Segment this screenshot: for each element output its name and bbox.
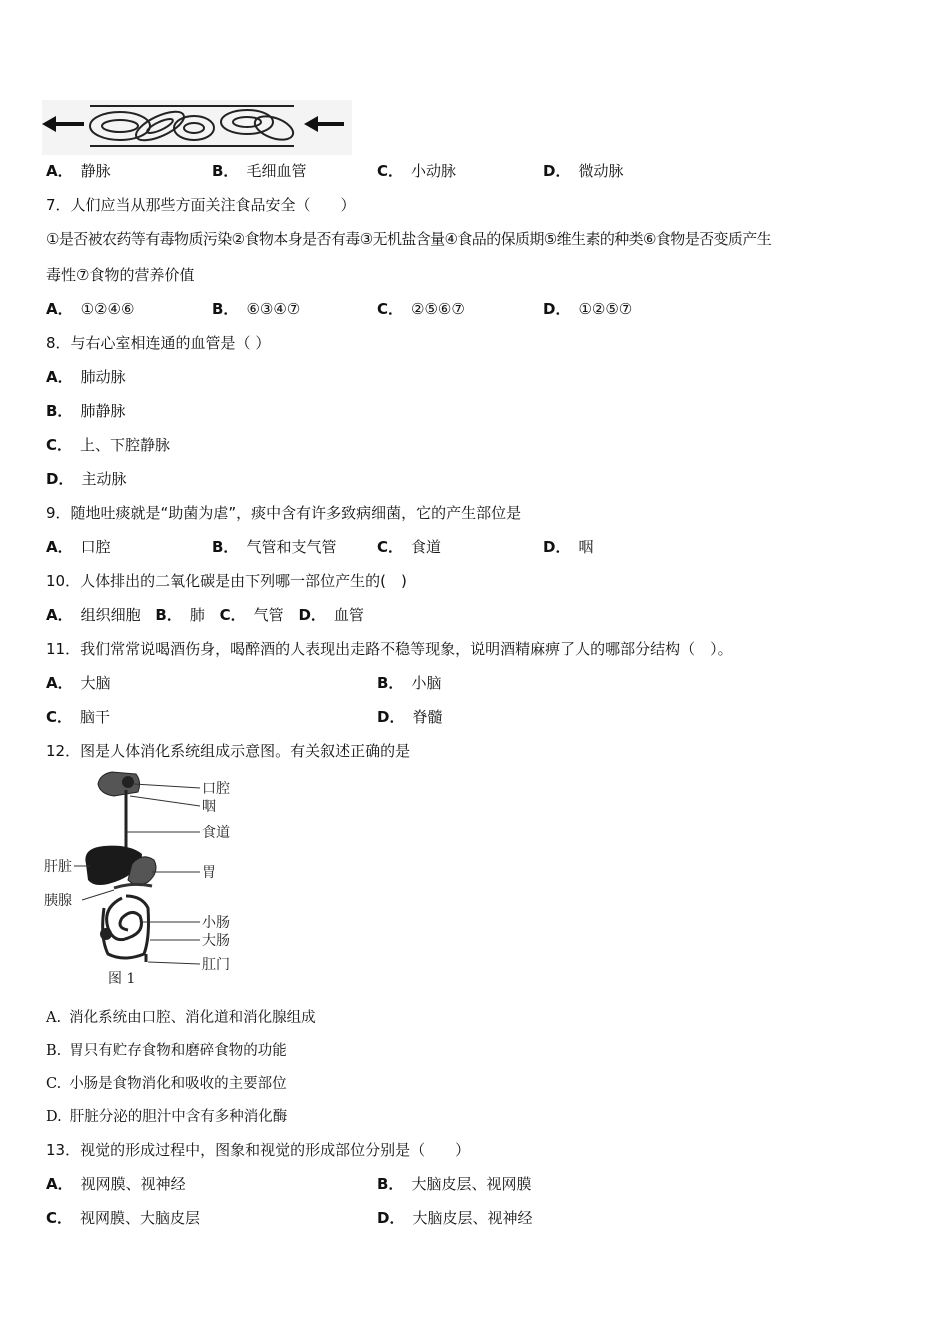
pancreas-shape [114,884,152,888]
q7-option-b: B． ⑥③④⑦ [212,300,301,318]
label-stomach: 胃 [202,865,216,881]
label-pancreas: 胰腺 [44,893,72,909]
q9-stem: 9．随地吐痰就是“助菌为虐”，痰中含有许多致病细菌，它的产生部位是 [46,504,522,522]
q11-option-c: C． 脑干 [46,708,111,726]
q6-option-d: D． 微动脉 [543,162,624,180]
q10-options-line: A． 组织细胞 B． 肺 C． 气管 D． 血管 [46,606,364,624]
q6-option-c: C． 小动脉 [377,162,457,180]
q8-option-a: A． 肺动脉 [46,368,126,386]
q8-option-d: D． 主动脉 [46,470,127,488]
label-small-intestine: 小肠 [202,915,230,931]
digestive-system-figure [42,768,252,990]
q9-option-c: C． 食道 [377,538,442,556]
intestine-shape [103,896,149,958]
q13-option-c: C． 视网膜、大脑皮层 [46,1209,201,1227]
q11-option-b: B． 小脑 [377,674,442,692]
q13-option-a: A． 视网膜、视神经 [46,1175,186,1193]
q9-option-d: D． 咽 [543,538,594,556]
q7-option-d: D． ①②⑤⑦ [543,300,633,318]
label-mouth: 口腔 [202,781,230,797]
q12-option-d: D. 肝脏分泌的胆汁中含有多种消化酶 [46,1109,288,1125]
q8-option-c: C． 上、下腔静脉 [46,436,171,454]
q8-stem: 8．与右心室相连通的血管是（ ） [46,334,271,352]
label-esophagus: 食道 [202,825,230,841]
q11-option-a: A． 大脑 [46,674,111,692]
q12-option-b: B. 胃只有贮存食物和磨碎食物的功能 [46,1043,287,1059]
label-liver: 肝脏 [44,859,72,875]
q13-stem: 13．视觉的形成过程中，图象和视觉的形成部位分别是（ ） [46,1141,471,1159]
q7-body-line1: ①是否被农药等有毒物质污染②食物本身是否有毒③无机盐含量④食品的保质期⑤维生素的种类⑥食物是否变质产生 [46,230,772,248]
q9-option-b: B． 气管和支气管 [212,538,337,556]
q12-stem: 12．图是人体消化系统组成示意图。有关叙述正确的是 [46,742,411,760]
q7-body-line2: 毒性⑦食物的营养价值 [46,266,195,284]
q12-option-a: A. 消化系统由口腔、消化道和消化腺组成 [46,1010,316,1026]
q13-option-d: D． 大脑皮层、视神经 [377,1209,533,1227]
figure-caption: 图 1 [108,971,136,987]
q7-option-c: C． ②⑤⑥⑦ [377,300,465,318]
q11-option-d: D． 脊髓 [377,708,443,726]
q11-stem: 11．我们常常说喝酒伤身，喝醉酒的人表现出走路不稳等现象，说明酒精麻痹了人的哪部分结构（ ）。 [46,640,733,658]
q7-stem: 7．人们应当从那些方面关注食品安全（ ） [46,196,356,214]
q9-option-a: A． 口腔 [46,538,111,556]
q7-option-a: A． ①②④⑥ [46,300,135,318]
q12-option-c: C. 小肠是食物消化和吸收的主要部位 [46,1076,287,1092]
blood-vessel-figure [42,100,352,155]
label-pharynx: 咽 [202,799,216,815]
q6-option-a: A． 静脉 [46,162,111,180]
q6-option-b: B． 毛细血管 [212,162,307,180]
label-large-intestine: 大肠 [202,933,230,949]
q13-option-b: B． 大脑皮层、视网膜 [377,1175,532,1193]
q8-option-b: B． 肺静脉 [46,402,126,420]
label-anus: 肛门 [202,957,230,973]
q10-stem: 10．人体排出的二氧化碳是由下列哪一部位产生的( ) [46,572,407,590]
